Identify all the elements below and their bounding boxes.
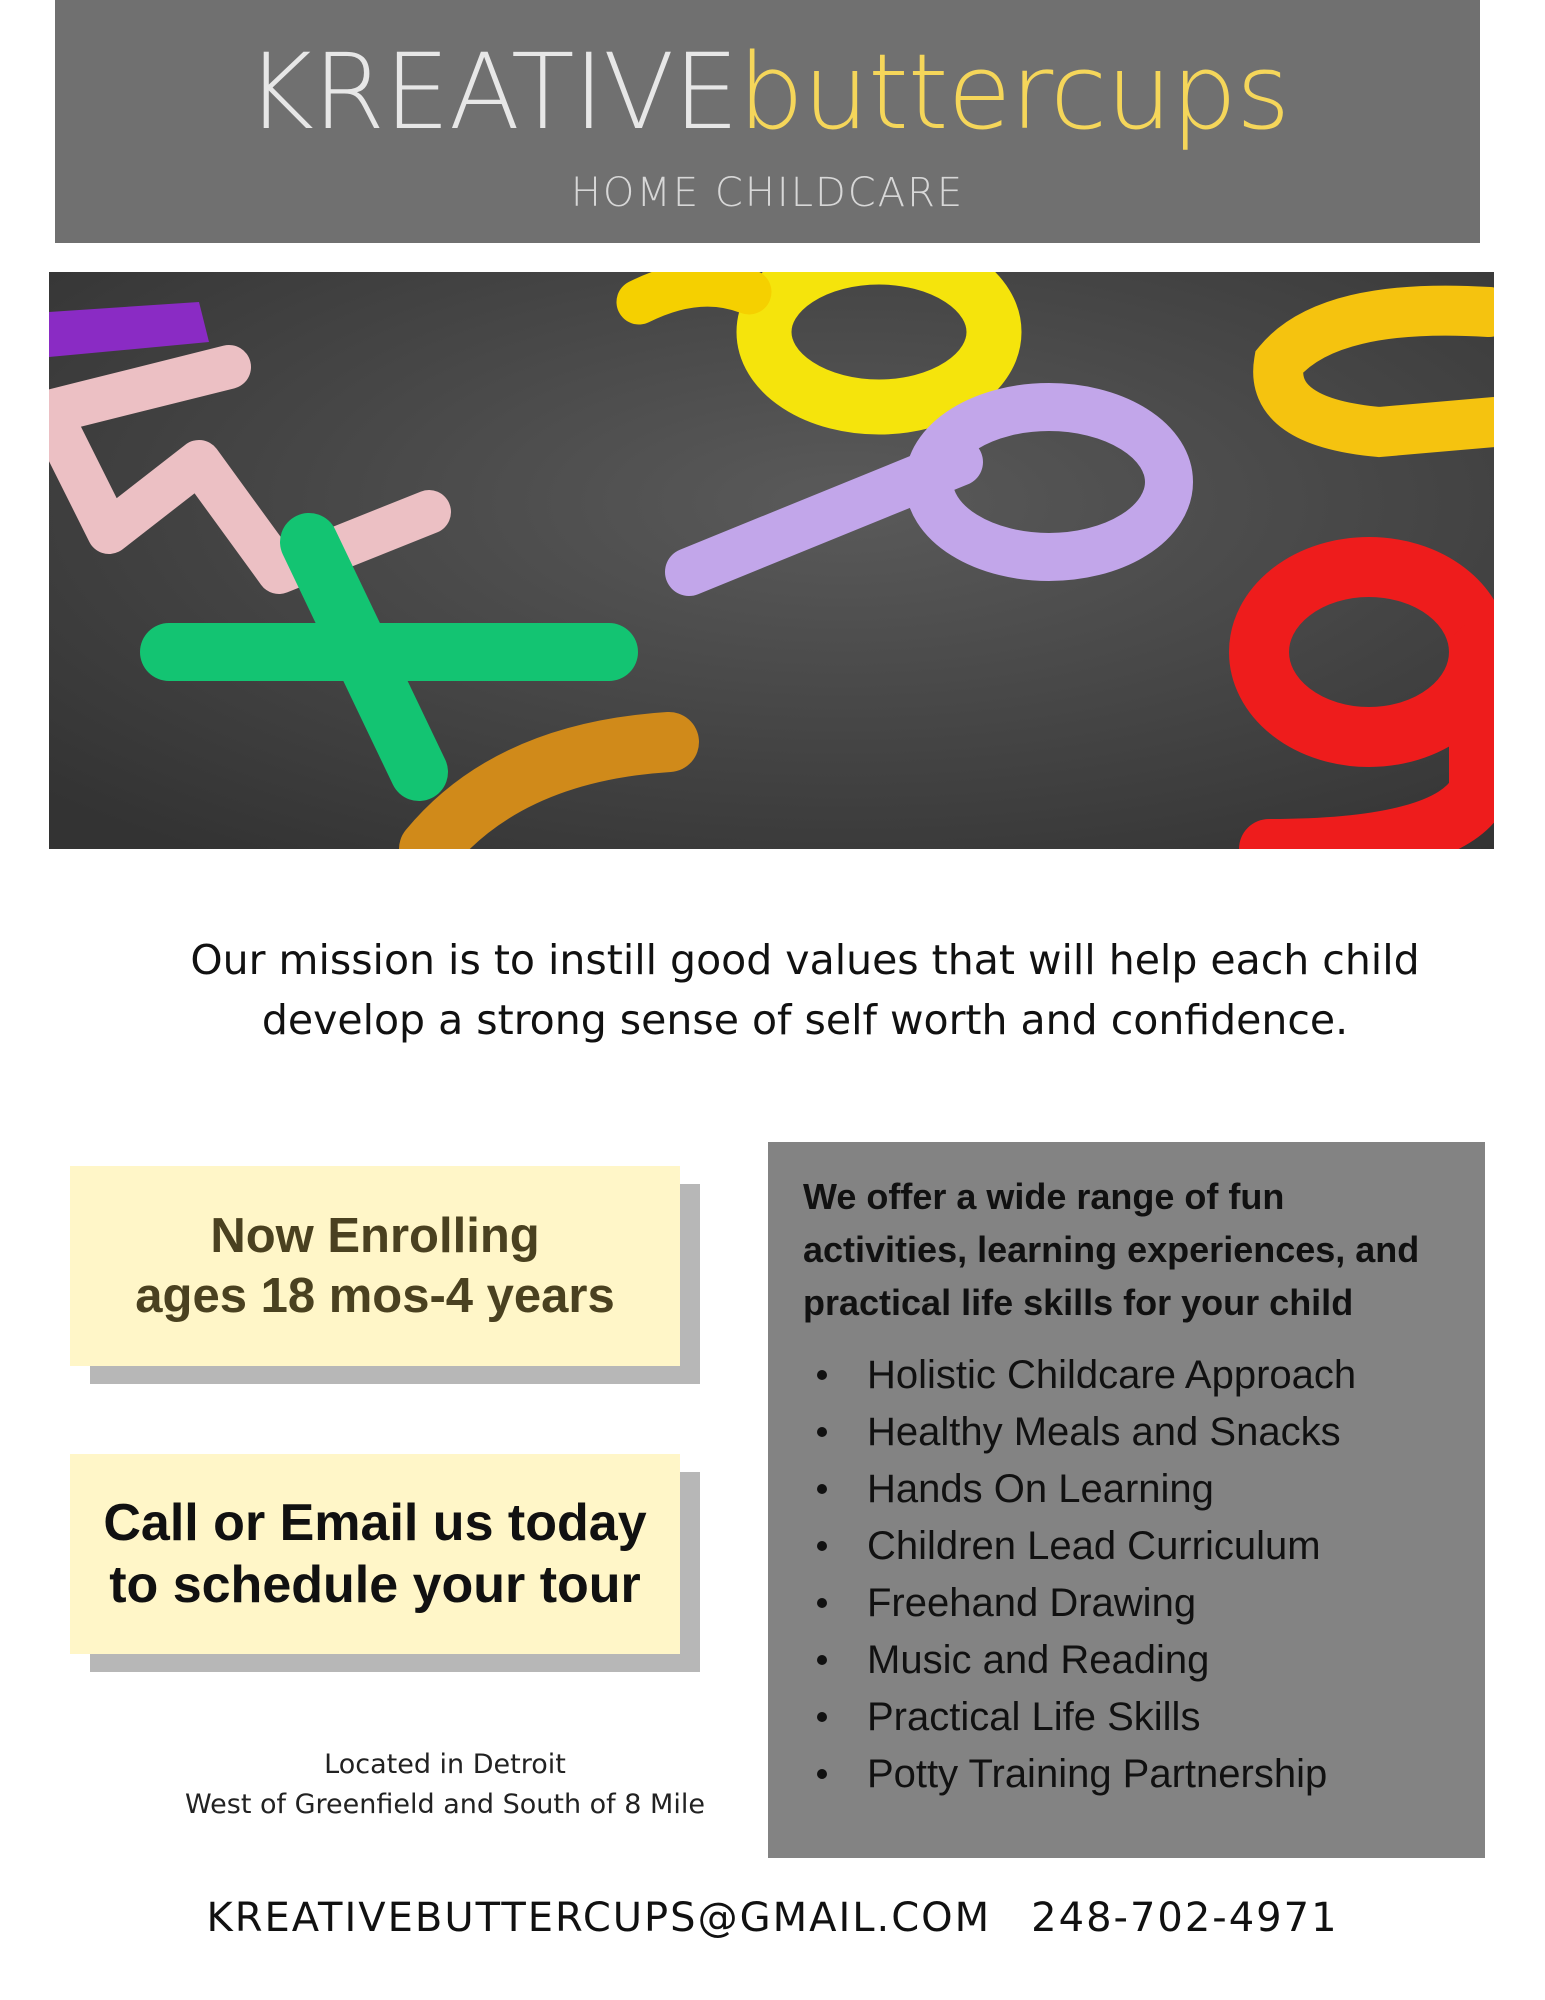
contact-phone[interactable]: 248-702-4971 (1031, 1895, 1339, 1941)
schedule-tour-callout (70, 1454, 700, 1672)
list-item (803, 1404, 1356, 1461)
header-banner (55, 0, 1480, 243)
list-item (803, 1347, 1356, 1404)
offerings-list (803, 1347, 1356, 1803)
list-item (803, 1461, 1356, 1518)
location-info (140, 1745, 750, 1825)
location-line-2: West of Greenfield and South of 8 Mile (185, 1789, 705, 1820)
bullet-icon (817, 1769, 827, 1779)
tagline: HOME CHILDCARE (570, 170, 965, 216)
bullet-icon (817, 1655, 827, 1665)
brand-name-part1: KREATIVE (245, 31, 739, 153)
list-item (803, 1575, 1356, 1632)
hero-image-felt-letters (49, 272, 1494, 849)
list-item-label: Hands On Learning (867, 1467, 1214, 1511)
list-item-label: Music and Reading (867, 1638, 1210, 1682)
bullet-icon (817, 1484, 827, 1494)
felt-letters-illustration (49, 272, 1494, 849)
now-enrolling-callout (70, 1166, 700, 1384)
enroll-line-2: ages 18 mos-4 years (135, 1269, 615, 1323)
list-item (803, 1632, 1356, 1689)
list-item (803, 1518, 1356, 1575)
list-item-label: Children Lead Curriculum (867, 1524, 1321, 1568)
brand-logo (55, 31, 1480, 153)
list-item (803, 1746, 1356, 1803)
offerings-intro-line-3: practical life skills for your child (803, 1282, 1354, 1323)
contact-email[interactable]: KREATIVEBUTTERCUPS@GMAIL.COM (206, 1895, 992, 1941)
mission-line-2: develop a strong sense of self worth and confidence. (261, 996, 1349, 1044)
bullet-icon (817, 1427, 827, 1437)
list-item (803, 1689, 1356, 1746)
bullet-icon (817, 1598, 827, 1608)
mission-line-1: Our mission is to instill good values that will help each child (190, 936, 1420, 984)
list-item-label: Freehand Drawing (867, 1581, 1197, 1625)
brand-name-part2: buttercups (738, 31, 1290, 153)
enroll-line-1: Now Enrolling (210, 1209, 540, 1263)
tour-line-1: Call or Email us today (103, 1494, 647, 1552)
bullet-icon (817, 1541, 827, 1551)
bullet-icon (817, 1712, 827, 1722)
offerings-panel (768, 1142, 1485, 1858)
contact-footer (0, 1895, 1545, 1941)
list-item-label: Holistic Childcare Approach (867, 1353, 1357, 1397)
bullet-icon (817, 1370, 827, 1380)
offerings-intro (803, 1170, 1463, 1329)
tour-line-2: to schedule your tour (109, 1556, 641, 1614)
list-item-label: Potty Training Partnership (867, 1752, 1328, 1796)
location-line-1: Located in Detroit (324, 1749, 566, 1780)
list-item-label: Practical Life Skills (867, 1695, 1201, 1739)
mission-statement (120, 930, 1490, 1050)
offerings-intro-line-2: activities, learning experiences, and (803, 1229, 1420, 1270)
callout-box (70, 1166, 680, 1366)
list-item-label: Healthy Meals and Snacks (867, 1410, 1341, 1454)
offerings-intro-line-1: We offer a wide range of fun (803, 1176, 1285, 1217)
callout-box (70, 1454, 680, 1654)
